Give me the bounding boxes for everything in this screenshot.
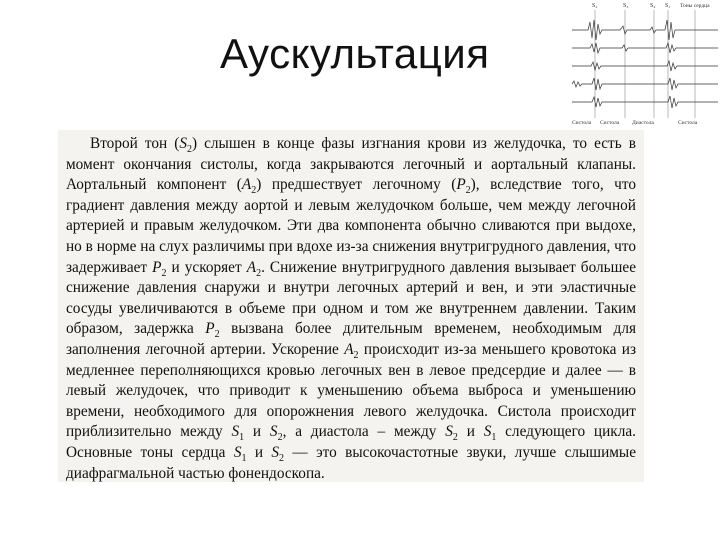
subscript: 2 [251,185,257,197]
text-fragment: следующего цикла. Основные тоны сердца [66,423,636,461]
text-fragment: происходит из-за меньшего кровотока из медленнее переполняющихся кровью легочных вен в левое предсердие и далее — в левый желудочек, что приводит к уменьшению объема выброса и уменьшению времени, необходимого для опорожнения левого желудочка. Систола происходит приблизительно между [66,340,636,441]
symbol-s: S [231,423,240,441]
symbol-p: P [152,258,162,276]
text-fragment: ) слышен в конце фазы изгнания крови из желудочка, то есть в момент окончания систолы, когда закрываются легочный и аортальный клапаны. Аортальный компонент ( [66,135,636,194]
symbol-a: A [241,176,252,194]
text-fragment: и ускоряет [166,258,247,276]
text-fragment: и [246,443,272,461]
subscript: 1 [239,432,245,444]
label-s4: S₄ [650,3,656,9]
symbol-s: S [483,423,492,441]
symbol-a: A [344,340,354,358]
text-fragment: и [457,423,484,441]
phonocardiogram-figure [570,0,720,128]
text-fragment: — это высокочастотные звуки, лучше слышимые диафрагмальной частью фонендоскопа. [66,443,637,482]
subscript: 2 [279,452,285,464]
label-diastole: Диастола [632,120,654,126]
text-fragment: и [244,423,270,441]
trace-4 [572,78,718,90]
subscript: 2 [186,144,192,156]
scan-bottom-edge [58,482,644,492]
label-systole-2: Систола [600,120,620,126]
body-paragraph [58,130,644,484]
symbol-a: A [246,258,257,276]
subscript: 1 [241,452,247,464]
text-fragment: . Снижение внутригрудного давления вызывает большее снижение давления снаружи и внутри легочных артерий и вен, и эти эластичные сосуды увеличиваются в объеме при одном и том же внутреннем давлении. Таким образом, задержка [66,258,637,338]
symbol-p: P [205,320,215,338]
label-systole-3: Систола [678,120,698,126]
symbol-s: S [179,135,187,152]
trace-2 [572,43,718,53]
text-fragment: Второй тон ( [90,135,180,152]
subscript: 2 [214,329,220,341]
subscript: 2 [256,267,262,279]
waveform-traces [572,20,718,108]
symbol-s: S [445,423,453,441]
scanned-text-block [58,130,644,492]
symbol-s: S [269,423,278,441]
text-fragment: , а диастола – между [282,423,446,441]
label-s3: S₃ [623,3,629,9]
subscript: 1 [491,432,497,444]
slide-title: Аускультация [220,30,490,77]
symbol-p: P [456,176,466,194]
label-s1: S₁ [665,3,671,9]
text-fragment: вызвана более длительным временем, необходимым для заполнения легочной артерии. Ускорение [66,320,636,358]
subscript: 2 [452,432,458,444]
symbol-s: S [233,443,242,461]
trace-5 [572,96,718,108]
subscript: 2 [353,349,359,361]
text-fragment: ) предшествует легочному ( [256,176,457,194]
label-systole-1: Систола [572,120,592,126]
subscript: 2 [161,267,167,279]
phonocardiogram-svg [570,0,720,128]
text-fragment: ), вследствие того, что градиент давления между аортой и левым желудочком больше, чем между легочной артерией и правым желудочком. Эти два компонента обычно сливаются при выдохе, но в норме на слух различимы при вдохе из-за снижения внутригрудного давления, что задерживает [66,176,636,276]
label-heart-tones: Тоны сердца [680,3,710,9]
trace-1 [572,20,718,40]
symbol-s: S [271,443,280,461]
subscript: 2 [465,185,471,197]
subscript: 2 [277,432,283,444]
trace-3 [572,61,718,71]
label-s2: S₂ [592,3,598,9]
